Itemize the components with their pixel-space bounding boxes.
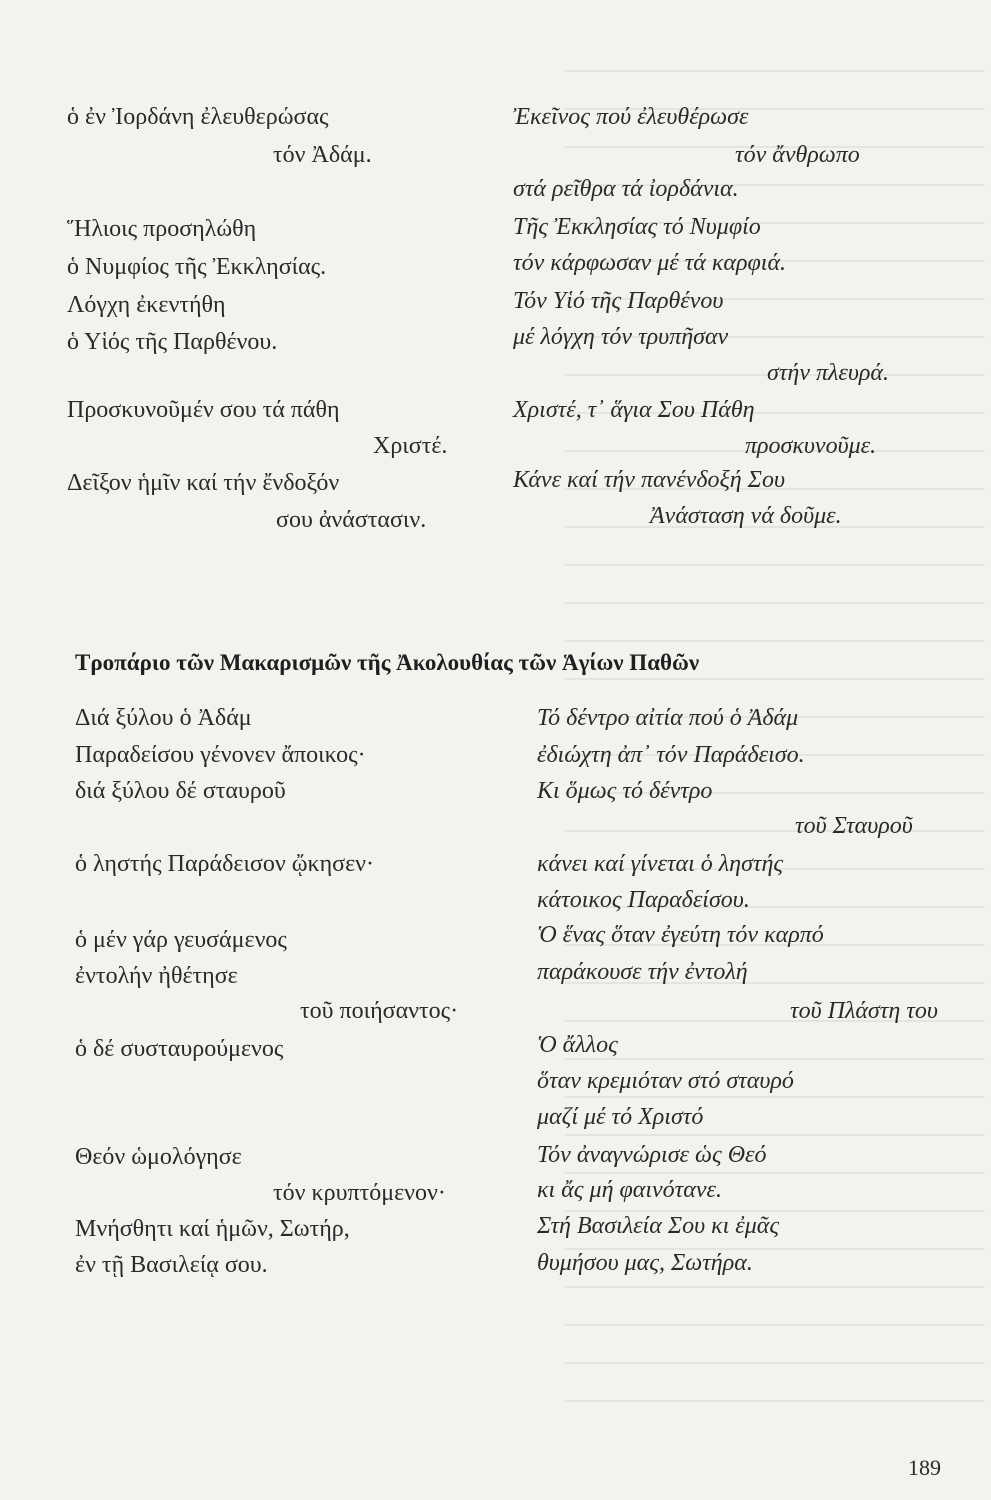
modern-line: μέ λόγχη τόν τρυπῆσαν <box>513 324 729 350</box>
greek-line: ὁ μέν γάρ γευσάμενος <box>75 927 287 953</box>
modern-line: τοῦ Πλάστη του <box>790 998 938 1024</box>
modern-line: Ὁ ἄλλος <box>537 1032 618 1058</box>
modern-line: Ἀνάσταση νά δοῦμε. <box>650 503 842 529</box>
greek-line: Δεῖξον ἡμῖν καί τήν ἔνδοξόν <box>67 470 340 496</box>
modern-line: Ἐκεῖνος πού ἐλευθέρωσε <box>513 104 749 130</box>
modern-line: Τό δέντρο αἰτία πού ὁ Ἀδάμ <box>537 705 799 731</box>
modern-line: τοῦ Σταυροῦ <box>795 813 913 839</box>
greek-line: σου ἀνάστασιν. <box>276 507 427 533</box>
greek-line: Ἥλιοις προσηλώθη <box>67 216 257 242</box>
page-number: 189 <box>908 1455 941 1480</box>
modern-line: θυμήσου μας, Σωτήρα. <box>537 1250 753 1276</box>
modern-line: Ὁ ἕνας ὅταν ἐγεύτη τόν καρπό <box>537 922 824 948</box>
modern-line: Τόν ἀναγνώρισε ὡς Θεό <box>537 1142 767 1168</box>
greek-line: ἐν τῇ Βασιλείᾳ σου. <box>75 1252 268 1278</box>
greek-line: Μνήσθητι καί ἡμῶν, Σωτήρ, <box>75 1216 350 1242</box>
greek-line: ὁ Νυμφίος τῆς Ἐκκλησίας. <box>67 254 327 280</box>
greek-line: Διά ξύλου ὁ Ἀδάμ <box>75 705 252 731</box>
greek-line: ὁ ἐν Ἰορδάνη ἐλευθερώσας <box>67 104 329 130</box>
modern-line: στήν πλευρά. <box>767 360 889 386</box>
modern-line: τόν κάρφωσαν μέ τά καρφιά. <box>513 250 787 276</box>
modern-line: Τόν Υἱό τῆς Παρθένου <box>513 288 724 314</box>
modern-line: προσκυνοῦμε. <box>745 433 877 459</box>
troparion-heading: Τροπάριο τῶν Μακαρισμῶν τῆς Ἀκολουθίας τῶν Ἁγίων Παθῶν <box>75 650 700 675</box>
greek-line: Λόγχη ἐκεντήθη <box>67 292 226 318</box>
modern-line: μαζί μέ τό Χριστό <box>537 1104 704 1130</box>
greek-line: Θεόν ὡμολόγησε <box>75 1144 242 1170</box>
modern-line: τόν ἄνθρωπο <box>735 142 860 168</box>
greek-line: ὁ Υἱός τῆς Παρθένου. <box>67 329 278 355</box>
greek-line: τόν κρυπτόμενον· <box>273 1180 446 1206</box>
modern-line: Στή Βασιλεία Σου κι ἐμᾶς <box>537 1213 780 1239</box>
greek-line: Χριστέ. <box>373 433 448 459</box>
modern-line: στά ρεῖθρα τά ἰορδάνια. <box>513 176 739 202</box>
modern-line: Τῆς Ἐκκλησίας τό Νυμφίο <box>513 214 761 240</box>
greek-line: τοῦ ποιήσαντος· <box>300 998 459 1024</box>
modern-line: ὅταν κρεμιόταν στό σταυρό <box>537 1068 794 1094</box>
modern-line: Κι ὅμως τό δέντρο <box>537 778 713 804</box>
modern-line: Χριστέ, τ᾿ ἅγια Σου Πάθη <box>513 397 755 423</box>
modern-line: παράκουσε τήν ἐντολή <box>537 959 748 985</box>
greek-line: Παραδείσου γένονεν ἄποικος· <box>75 742 366 768</box>
modern-line: κάτοικος Παραδείσου. <box>537 887 750 913</box>
modern-line: Κάνε καί τήν πανένδοξή Σου <box>513 467 785 493</box>
greek-line: τόν Ἀδάμ. <box>273 142 372 168</box>
greek-line: Προσκυνοῦμέν σου τά πάθη <box>67 397 340 423</box>
greek-line: διά ξύλου δέ σταυροῦ <box>75 778 286 804</box>
greek-line: ὁ ληστής Παράδεισον ᾤκησεν· <box>75 851 375 877</box>
greek-line: ὁ δέ συσταυρούμενος <box>75 1036 284 1062</box>
modern-line: κάνει καί γίνεται ὁ ληστής <box>537 851 784 877</box>
greek-line: ἐντολήν ἠθέτησε <box>75 963 238 989</box>
modern-line: ἐδιώχτη ἀπ᾿ τόν Παράδεισο. <box>537 742 805 768</box>
modern-line: κι ἄς μή φαινότανε. <box>537 1177 722 1203</box>
